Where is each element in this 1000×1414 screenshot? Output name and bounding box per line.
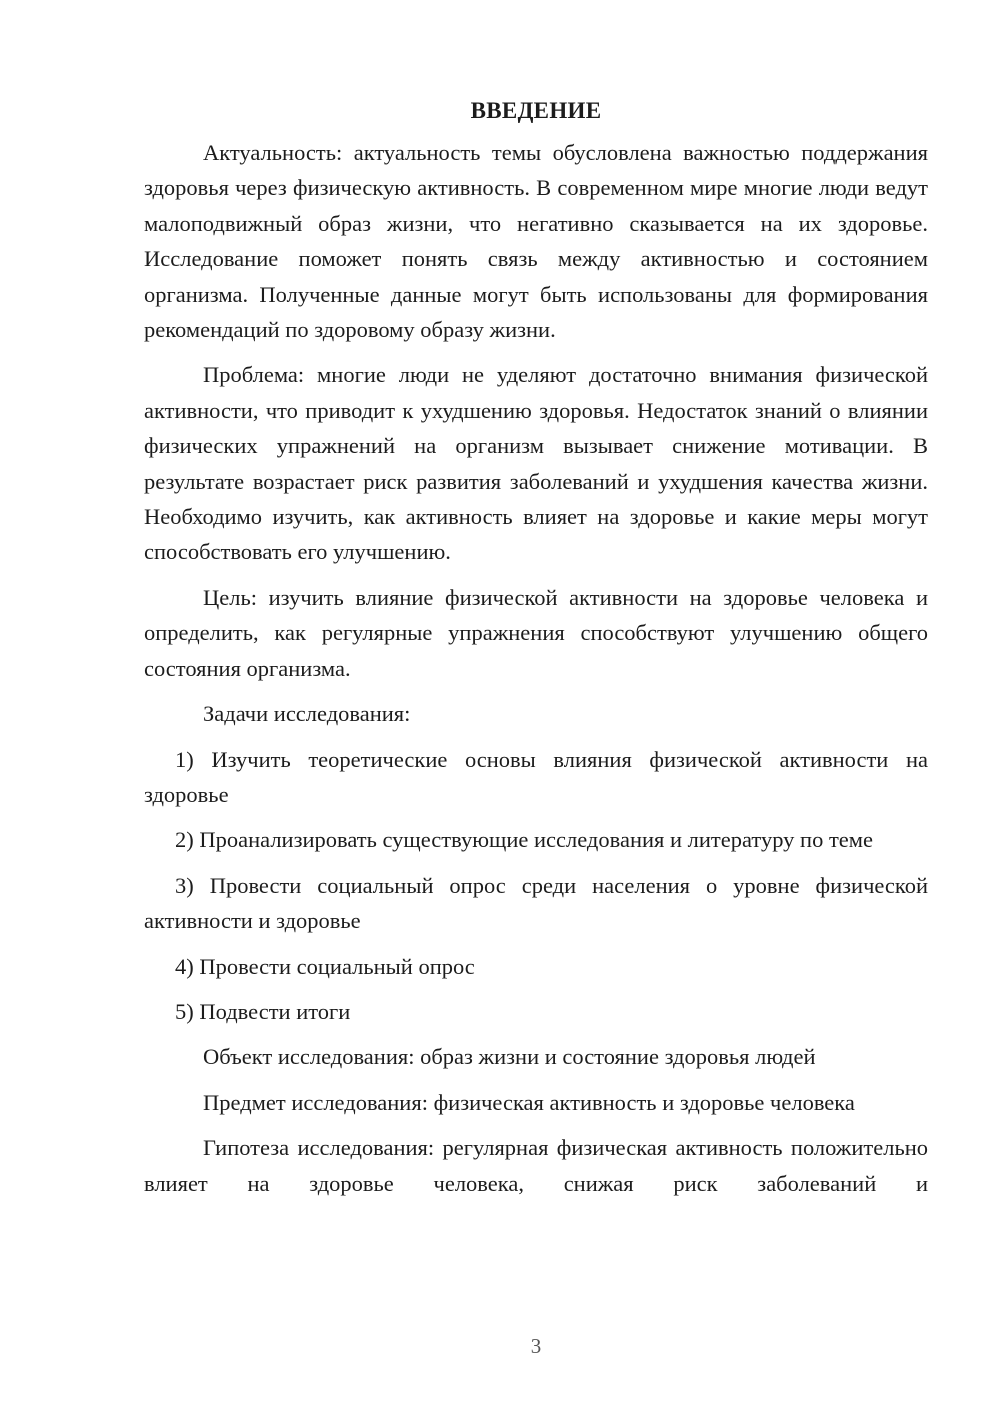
goal-paragraph: Цель: изучить влияние физической активности на здоровье человека и определить, как регулярные упражнения способствуют улучшению общего состояния организма.	[144, 584, 928, 681]
relevance-paragraph: Актуальность: актуальность темы обусловлена важностью поддержания здоровья через физическую активность. В современном мире многие люди ведут малоподвижный образ жизни, что негативно сказывается на их здоровье. Исследование поможет понять связь между активностью и состоянием организма. Полученные данные могут быть использованы для формирования рекомендаций по здоровому образу жизни.	[144, 140, 928, 343]
tasks-title: Задачи исследования:	[203, 701, 411, 727]
task-item-2: 2) Проанализировать существующие исследования и литературу по теме	[175, 827, 873, 853]
task-item-4: 4) Провести социальный опрос	[175, 953, 475, 979]
task-item-5: 5) Подвести итоги	[175, 998, 351, 1024]
page-number: 3	[530, 1334, 542, 1358]
section-heading: ВВЕДЕНИЕ	[470, 98, 602, 123]
problem-paragraph: Проблема: многие люди не уделяют достаточно внимания физической активности, что приводит к ухудшению здоровья. Недостаток знаний о влиянии физических упражнений на организм вызывает снижение мотивации. В результате возрастает риск развития заболеваний и ухудшения качества жизни. Необходимо изучить, как активность влияет на здоровье и какие меры могут способствовать его улучшению.	[144, 362, 928, 565]
task-item-1: 1) Изучить теоретические основы влияния физической активности на здоровье	[144, 746, 928, 807]
hypothesis-paragraph: Гипотеза исследования: регулярная физическая активность положительно влияет на здоровье человека, снижая риск заболеваний и	[144, 1135, 928, 1196]
research-object: Объект исследования: образ жизни и состояние здоровья людей	[203, 1044, 816, 1070]
task-item-3: 3) Провести социальный опрос среди населения о уровне физической активности и здоровье	[144, 872, 928, 934]
research-subject: Предмет исследования: физическая активность и здоровье человека	[203, 1089, 855, 1115]
page-content	[144, 96, 928, 1211]
